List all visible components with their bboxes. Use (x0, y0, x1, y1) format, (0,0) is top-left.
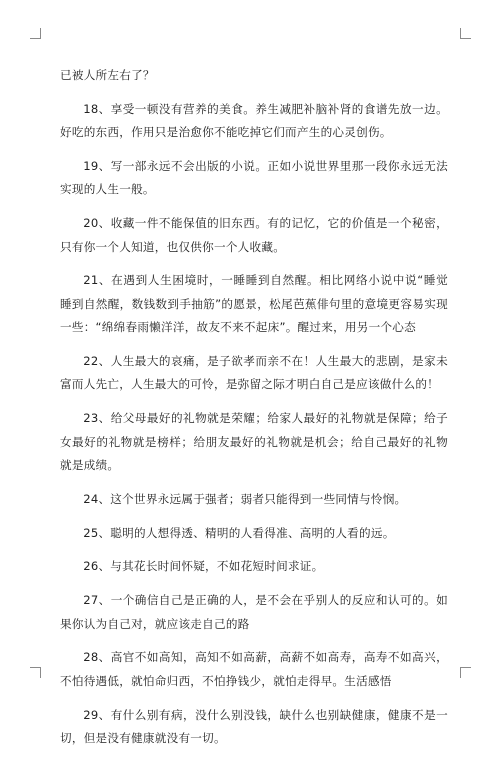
crop-mark-top-right (460, 28, 471, 39)
crop-mark-bottom-left (30, 667, 41, 678)
crop-mark-bottom-right (460, 667, 471, 678)
continued-line: 已被人所左右了？ (60, 68, 155, 82)
paragraph-22: 22、人生最大的哀痛，是子欲孝而亲不在！人生最大的悲剧，是家未富而人先亡，人生最大的可怜，是弥留之际才明白自己是应该做什么的！ (60, 354, 448, 392)
paragraph-24: 24、这个世界永远属于强者；弱者只能得到一些同情与怜悯。 (83, 491, 407, 506)
paragraph-21: 21、在遇到人生困境时，一睡睡到自然醒。相比网络小说中说“睡觉睡到自然醒，数钱数到手抽筋”的愿景，松尾芭蕉俳句里的意境更容易实现一些：“绵绵春雨懒洋洋，故友不来不起床”。醒过来，用另一个心态 (60, 273, 448, 335)
paragraph-23: 23、给父母最好的礼物就是荣耀；给家人最好的礼物就是保障；给子女最好的礼物就是榜样；给朋友最好的礼物就是机会；给自己最好的礼物就是成绩。 (60, 411, 448, 473)
paragraph-26: 26、与其花长时间怀疑，不如花短时间求证。 (83, 559, 324, 574)
paragraph-28: 28、高官不如高知，高知不如高薪，高薪不如高寿，高寿不如高兴，不怕待遇低，就怕命归西，不怕挣钱少，就怕走得早。生活感悟 (60, 650, 448, 688)
paragraph-18: 18、享受一顿没有营养的美食。养生减肥补脑补肾的食谱先放一边。好吃的东西，作用只是治愈你不能吃掉它们而产生的心灵创伤。 (60, 101, 448, 140)
document-body (60, 64, 448, 761)
paragraph-19: 19、写一部永远不会出版的小说。正如小说世界里那一段你永远无法实现的人生一般。 (60, 159, 448, 197)
paragraph-25: 25、聪明的人想得透、精明的人看得准、高明的人看的远。 (83, 525, 395, 540)
crop-mark-top-left (30, 28, 41, 39)
paragraph-29: 29、有什么别有病，没什么别没钱，缺什么也别缺健康，健康不是一切，但是没有健康就没有一切。 (60, 707, 448, 746)
paragraph-20: 20、收藏一件不能保值的旧东西。有的记忆，它的价值是一个秘密，只有你一个人知道，也仅供你一个人收藏。 (60, 216, 448, 254)
paragraph-27: 27、一个确信自己是正确的人，是不会在乎别人的反应和认可的。如果你认为自己对，就应该走自己的路 (60, 593, 448, 631)
